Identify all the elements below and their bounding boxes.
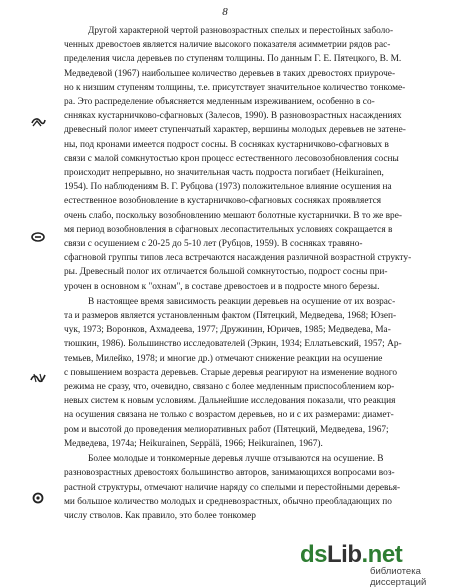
text-line: связи с малой сомкнутостью крон процесс естественного лесовозобновления сосны xyxy=(64,153,399,164)
text-line: тюшкин, 1986). Большинство исследователей (Эркин, 1934; Еллатьевский, 1957; Ар- xyxy=(64,339,402,350)
text-line: снняках кустарничково-сфагновых (Залесов, 1990). В разновозрастных насаждениях xyxy=(64,111,402,122)
text-line: 1954). По наблюдениям В. Г. Рубцова (1973) положительное влияние осушения на xyxy=(64,182,392,193)
document-body xyxy=(64,24,416,523)
text-line: растной структуры, отмечают наличие наряду со спелыми и перестойными деревья- xyxy=(64,482,401,493)
paragraph-1 xyxy=(64,24,416,294)
text-line: урочен в основном к "охнам", в составе древостоев и в подросте много березы. xyxy=(64,281,380,292)
text-line: ченных древостоев является наличие высокого показателя асимметрии рядов рас- xyxy=(64,40,391,51)
text-line: та и размеров является установленным фактом (Пятецкий, Медведева, 1968; Юзеп- xyxy=(64,311,397,322)
text-line: древесный полог имеет ступенчатый характер, вершины молодых деревьев не затене- xyxy=(64,125,406,136)
text-line: В настоящее время зависимость реакции деревьев на осушение от их возрас- xyxy=(88,296,396,307)
text-line: на осушения связана не только с возрастом деревьев, но и с их размерами: диамет- xyxy=(64,410,394,421)
text-line: разновозрастных древостоях большинство авторов, занимающихся вопросами воз- xyxy=(64,468,395,479)
text-line: режима не сразу, что, очевидно, связано с более медленным приспособлением кор- xyxy=(64,382,395,393)
text-line: сфагновой группы типов леса встречаются насаждения различной возрастной структу- xyxy=(64,253,412,264)
text-line: ны, под кронами имеется подрост сосны. В сосняках кустарничково-сфагновых в xyxy=(64,139,389,150)
text-line: ры. Древесный полог их отличается большой сомкнутостью, подрост сосны при- xyxy=(64,267,388,278)
text-line: очень слабо, поскольку возобновлению мешают болотные кустарнички. В то же вре- xyxy=(64,210,402,221)
text-line: связи с осушением с 20-25 до 5-10 лет (Рубцов, 1959). В сосняках травяно- xyxy=(64,239,363,250)
text-line: чук, 1973; Воронков, Ахмадеева, 1977; Дружинин, Юричев, 1985; Медведева, Ма- xyxy=(64,325,391,336)
page-number: 8 xyxy=(222,6,228,18)
text-line: невых систем к новым условиям. Дальнейшие исследования показали, что реакция xyxy=(64,396,396,407)
watermark-brand: dsLib.net xyxy=(300,540,403,568)
text-line: ми большое количество молодых и средневозрастных, обычно преобладающих по xyxy=(64,496,392,507)
watermark-logo xyxy=(296,528,450,588)
text-line: с повышением возраста деревьев. Старые деревья реагируют на изменение водного xyxy=(64,367,398,378)
margin-mark-icon xyxy=(30,372,46,384)
text-line: мя период возобновления в сфагновых лесопастительных условиях сокращается в xyxy=(64,224,393,235)
text-line: темьев, Милейко, 1978; и многие др.) отмечают снижение реакции на осушение xyxy=(64,353,383,364)
text-line: Медведева, 1974а; Heikurainen, Seppälä, 1966; Heikurainen, 1967). xyxy=(64,438,323,449)
text-line: но к низшим ступеням толщины, т.е. присутствует значительное количество тонкоме- xyxy=(64,82,406,93)
text-line: Другой характерной чертой разновозрастных спелых и перестойных заболо- xyxy=(88,26,394,36)
margin-mark-icon xyxy=(30,116,46,128)
margin-mark-icon xyxy=(30,492,46,504)
text-line: Более молодые и тонкомерные деревья лучше отзываются на осушение. В xyxy=(88,454,384,465)
text-line: происходит непрерывно, но значительная часть подроста погибает (Heikurainen, xyxy=(64,168,384,179)
text-line: ра. Это распределение объясняется медленным изреживанием, особенно в со- xyxy=(64,97,375,108)
text-line: Медведевой (1967) наибольшее количество деревьев в таких древостоях приуроче- xyxy=(64,68,396,79)
paragraph-2 xyxy=(64,295,416,451)
paragraph-3 xyxy=(64,452,416,523)
margin-mark-icon xyxy=(30,231,46,243)
text-line: естественное возобновление в кустарничково-сфагновых сосняках проявляется xyxy=(64,196,382,207)
watermark-caption: библиотека диссертаций xyxy=(370,566,427,588)
text-line: пределения числа деревьев по ступеням толщины. По данным Г. Е. Пятецкого, В. М. xyxy=(64,54,402,65)
text-line: числу стволов. Как правило, это более тонкомер xyxy=(64,510,256,521)
text-line: ром и высотой до проведения мелиоративных работ (Пятецкий, Медведева, 1967; xyxy=(64,424,389,435)
